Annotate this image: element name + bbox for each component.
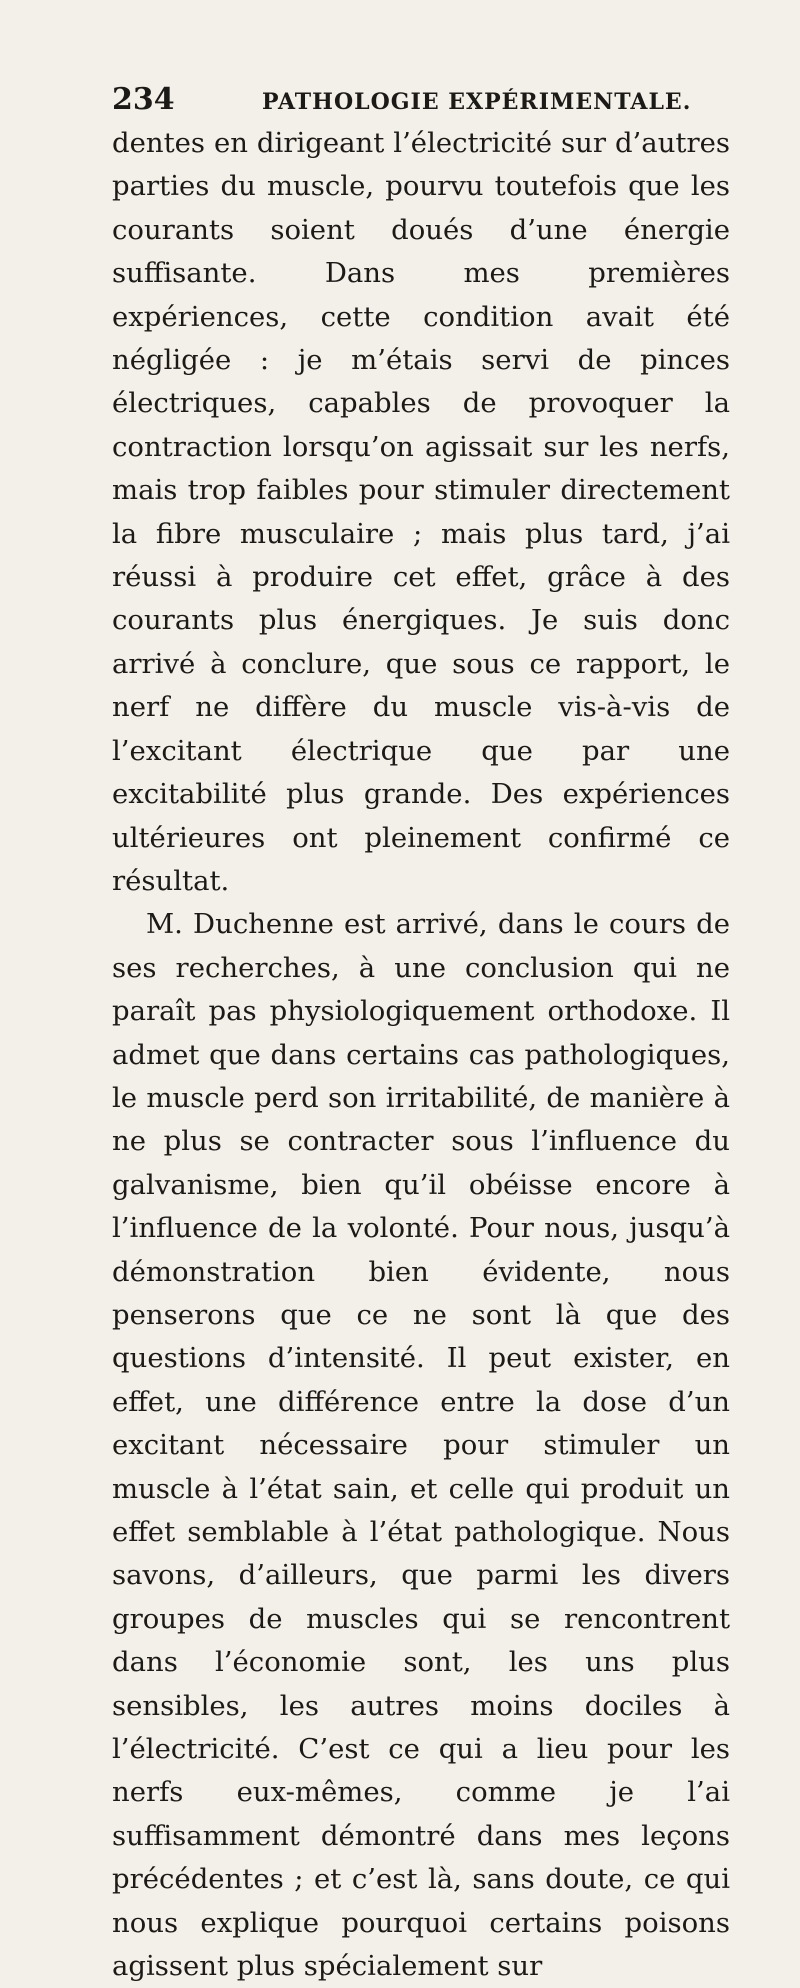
page-number: 234 <box>112 82 175 117</box>
running-header <box>112 82 730 116</box>
running-title: PATHOLOGIE EXPÉRIMENTALE. <box>262 89 692 115</box>
body-text <box>112 122 730 1988</box>
paragraph-continuation: dentes en dirigeant l’électricité sur d’autres parties du muscle, pourvu toutefois que les courants soient doués d’une énergie suffisante. Dans mes premières expériences, cette condition avait été négligée : je m’étais servi de pinces électriques, capables de provoquer la contraction lorsqu’on agissait sur les nerfs, mais trop faibles pour stimuler directement la fibre musculaire ; mais plus tard, j’ai réussi à produire cet effet, grâce à des courants plus énergiques. Je suis donc arrivé à conclure, que sous ce rapport, le nerf ne diffère du muscle vis-à-vis de l’excitant électrique que par une excitabilité plus grande. Des expériences ultérieures ont pleinement confirmé ce résultat. <box>112 127 730 897</box>
paragraph-duchenne: M. Duchenne est arrivé, dans le cours de ses recherches, à une conclusion qui ne paraît pas physiologiquement orthodoxe. Il admet que dans certains cas pathologiques, le muscle perd son irritabilité, de manière à ne plus se contracter sous l’influence du galvanisme, bien qu’il obéisse encore à l’influence de la volonté. Pour nous, jusqu’à démonstration bien évidente, nous penserons que ce ne sont là que des questions d’intensité. Il peut exister, en effet, une différence entre la dose d’un excitant nécessaire pour stimuler un muscle à l’état sain, et celle qui produit un effet semblable à l’état pathologique. Nous savons, d’ailleurs, que parmi les divers groupes de muscles qui se rencontrent dans l’économie sont, les uns plus sensibles, les autres moins dociles à l’électricité. C’est ce qui a lieu pour les nerfs eux-mêmes, comme je l’ai suffisamment démontré dans mes leçons précédentes ; et c’est là, sans doute, ce qui nous explique pourquoi certains poisons agissent plus spécialement sur <box>112 908 730 1983</box>
